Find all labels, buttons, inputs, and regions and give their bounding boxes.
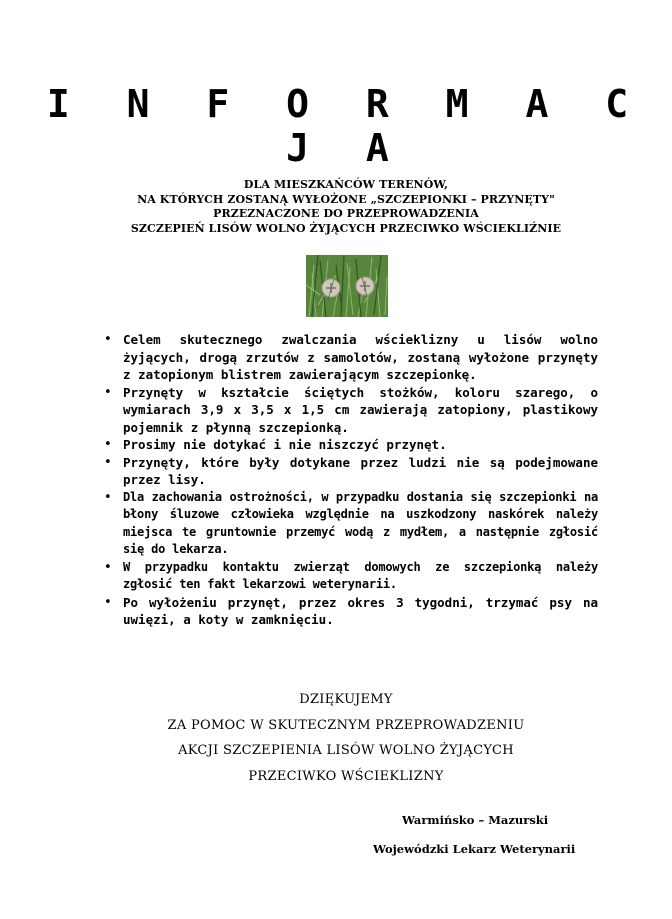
list-item-text: Przynęty w kształcie ściętych stożków, koloru szarego, o wymiarach 3,9 x 3,5 x 1,5 cm zawierają zatopiony, plastikowy pojemnik z płynną szczepionką. [123, 384, 598, 435]
bullet-icon: • [104, 559, 112, 575]
bait-on-grass-photo [306, 255, 388, 317]
list-item [104, 331, 598, 384]
list-item-text: Przynęty, które były dotykane przez ludzi nie są podejmowane przez lisy. [123, 454, 598, 487]
thanks-line: PRZECIWKO WŚCIEKLIZNY [248, 768, 444, 784]
list-item-text: Celem skutecznego zwalczania wścieklizny u lisów wolno żyjących, drogą zrzutów z samolotów, zostaną wyłożone przynęty z zatopionym blistrem zawierającym szczepionkę. [123, 332, 598, 382]
list-item-text: Prosimy nie dotykać i nie niszczyć przynęt. [123, 437, 447, 452]
thanks-block [0, 687, 672, 789]
signature-line-title: Wojewódzki Lekarz Weterynarii [373, 842, 576, 856]
subtitle-line: DLA MIESZKAŃCÓW TERENÓW, [243, 178, 449, 191]
list-item-text: W przypadku kontaktu zwierząt domowych ze szczepionką należy zgłosić ten fakt lekarzowi weterynarii. [123, 559, 598, 591]
page-title: I N F O R M A C J A [46, 82, 646, 170]
subtitle-block [0, 178, 672, 236]
list-item [104, 436, 598, 454]
list-item [104, 454, 598, 489]
bullet-icon: • [104, 332, 112, 347]
subtitle-line: PRZEZNACZONE DO PRZEPROWADZENIA [213, 207, 479, 220]
thanks-line: DZIĘKUJEMY [299, 692, 393, 707]
list-item [104, 384, 598, 437]
list-item [104, 559, 598, 594]
list-item [104, 594, 598, 629]
bullet-icon: • [104, 454, 112, 470]
list-item-text: Dla zachowania ostrożności, w przypadku dostania się szczepionki na błony śluzowe człowieka względnie na uszkodzony naskórek należy miejsca te gruntownie przemyć wodą z mydłem, a następnie zgłosić się do lekarza. [123, 489, 598, 556]
thanks-line: AKCJI SZCZEPIENIA LISÓW WOLNO ŻYJĄCYCH [178, 743, 514, 758]
subtitle-line: NA KTÓRYCH ZOSTANĄ WYŁOŻONE „SZCZEPIONKI – PRZYNĘTY" [137, 192, 555, 206]
list-item-text: Po wyłożeniu przynęt, przez okres 3 tygodni, trzymać psy na uwięzi, a koty w zamknięciu. [123, 594, 598, 627]
thanks-line: ZA POMOC W SKUTECZNYM PRZEPROWADZENIU [167, 717, 525, 733]
bullet-icon: • [104, 594, 112, 610]
signature-line-region: Warmińsko – Mazurski [402, 813, 549, 827]
bullet-icon: • [104, 437, 112, 452]
subtitle-line: SZCZEPIEŃ LISÓW WOLNO ŻYJĄCYCH PRZECIWKO WŚCIEKLIŹNIE [130, 221, 562, 235]
list-item [104, 489, 598, 559]
information-list [104, 331, 598, 629]
bullet-icon: • [104, 384, 112, 400]
bullet-icon: • [104, 489, 112, 505]
